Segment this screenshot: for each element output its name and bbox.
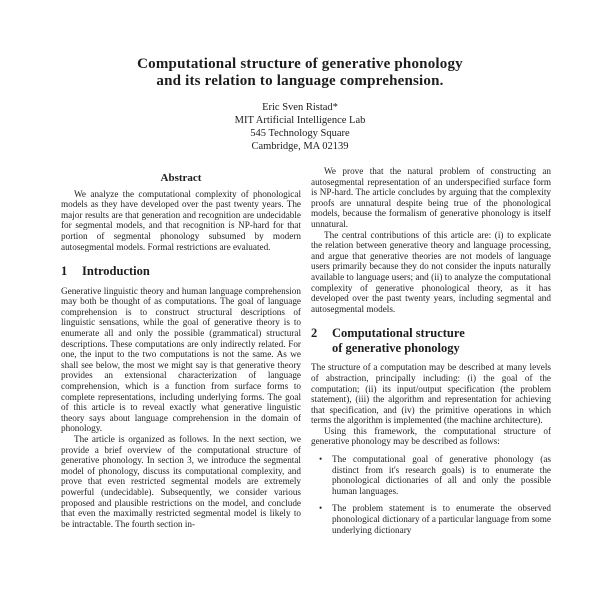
- list-item: [311, 454, 551, 496]
- section-2-heading: [311, 326, 551, 355]
- section-2-title-line2: of generative phonology: [332, 340, 460, 355]
- author-name: Eric Sven Ristad*: [262, 102, 338, 113]
- author-block: [0, 101, 600, 153]
- list-item: [311, 503, 551, 535]
- right-column: [311, 166, 551, 600]
- section-2-title: [332, 326, 465, 355]
- bullet-text-1: The computational goal of generative phonology (as distinct from it's research goals) is to enumerate the phonological dictionaries of all and only the possible human languages.: [332, 454, 551, 496]
- author-city: Cambridge, MA 02139: [251, 141, 349, 152]
- right-paragraph-3: The structure of a computation may be described at many levels of abstraction, principally including: (i) the goal of the computation; (ii) its input/output specification (the problem statement), (iii) the algorithm and representation for achieving that specification, and (iv) the primitive operations in which terms the algorithm is implemented (the machine architecture).: [311, 362, 551, 426]
- author-affiliation: MIT Artificial Intelligence Lab: [234, 115, 366, 126]
- section-1-title: Introduction: [82, 264, 150, 279]
- paper-title: [0, 56, 600, 89]
- paper-title-line2: and its relation to language comprehension.: [156, 72, 444, 89]
- right-paragraph-2: The central contributions of this article are: (i) to explicate the relation between generative theory and language processing, and argue that generative theories are not models of language users primarily because they do not consider the inputs naturally available to language users; and (ii) to analyze the computational complexity of generative phonological theory, as it has developed over the past twenty years, including segmental and autosegmental models.: [311, 229, 551, 314]
- intro-paragraph-2: The article is organized as follows. In the next section, we provide a brief overview of the computational structure of generative phonology. In section 3, we introduce the segmental model of phonology, discuss its computational complexity, and prove that even restricted segmental models are extremely powerful (undecidable). Subsequently, we consider various proposed and plausible restrictions on the model, and conclude that even the maximally restricted segmental model is likely to be intractable. The fourth section in-: [61, 433, 301, 529]
- intro-paragraph-1: Generative linguistic theory and human language comprehension may both be thought of as computations. The goal of language comprehension is to construct structural descriptions of linguistic sensations, while the goal of generative theory is to enumerate all and only the possible (grammatical) structural descriptions. These computations are only indirectly related. For one, the input to the two computations is not the same. As we shall see below, the most we might say is that generative theory provides an extensional characterization of language comprehension, which is a function from surface forms to complete representations, including underlying forms. The goal of this article is to reveal exactly what generative linguistic theory says about language comprehension in the domain of phonology.: [61, 285, 301, 434]
- abstract-heading: Abstract: [160, 173, 202, 184]
- bullet-icon: •: [319, 503, 323, 514]
- paper-title-line1: Computational structure of generative phonology: [137, 56, 463, 72]
- bullet-icon: •: [319, 454, 323, 465]
- right-paragraph-4: Using this framework, the computational structure of generative phonology may be described as follows:: [311, 425, 551, 447]
- right-paragraph-1: We prove that the natural problem of constructing an autosegmental representation of an underspecified surface form is NP-hard. The article concludes by arguing that the complexity proofs are unnatural despite being true of the phonological models, because the formalism of generative phonology is itself unnatural.: [311, 166, 551, 229]
- section-1-number: 1: [61, 264, 68, 279]
- left-column: [61, 173, 301, 600]
- abstract-text: We analyze the computational complexity of phonological models as they have developed over the past twenty years. The major results are that generation and recognition are undecidable for segmental models, and that recognition is NP-hard for that portion of segmental phonology subsumed by modern autosegmental models. Formal restrictions are evaluated.: [61, 188, 301, 252]
- author-address: 545 Technology Square: [250, 128, 350, 139]
- section-1-heading: [61, 264, 301, 279]
- bullet-text-2: The problem statement is to enumerate the observed phonological dictionary of a particular language from some underlying dictionary: [332, 503, 551, 535]
- section-2-title-line1: Computational structure: [332, 326, 465, 341]
- section-2-number: 2: [311, 326, 318, 341]
